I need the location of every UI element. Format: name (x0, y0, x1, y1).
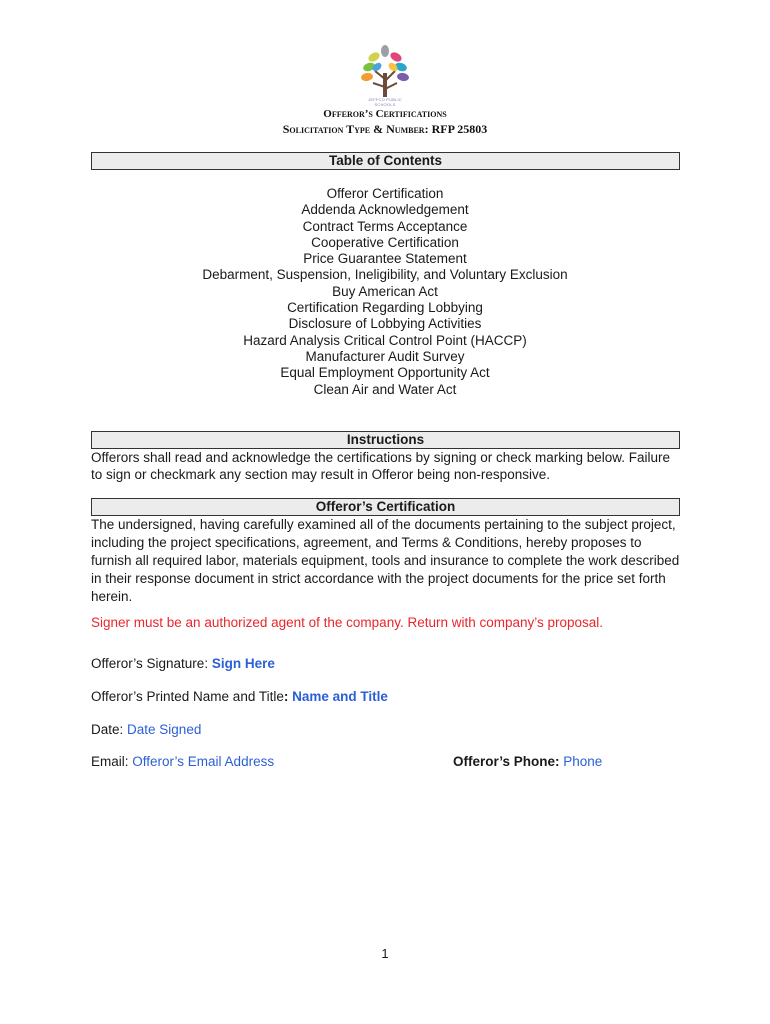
date-field[interactable]: Date Signed (127, 722, 202, 737)
toc-item: Equal Employment Opportunity Act (280, 365, 490, 381)
document-title: Offeror’s Certifications (323, 108, 447, 120)
toc-item: Buy American Act (332, 283, 438, 299)
name-title-field[interactable]: Name and Title (292, 689, 388, 704)
date-row (91, 722, 201, 737)
email-label: Email: (91, 754, 133, 769)
solicitation-number: RFP 25803 (431, 122, 488, 136)
toc-list (0, 186, 770, 398)
toc-item: Offeror Certification (326, 186, 444, 201)
solicitation-line (0, 122, 770, 137)
toc-item: Hazard Analysis Critical Control Point (HACCP) (243, 332, 527, 348)
toc-item: Certification Regarding Lobbying (287, 300, 483, 316)
toc-heading-box: Table of Contents (91, 152, 680, 170)
toc-item: Addenda Acknowledgement (301, 202, 469, 218)
toc-item: Disclosure of Lobbying Activities (288, 316, 482, 332)
signature-row (91, 656, 275, 671)
toc-item: Cooperative Certification (311, 234, 459, 250)
email-row (91, 754, 274, 769)
toc-item: Debarment, Suspension, Ineligibility, and Voluntary Exclusion (202, 267, 568, 283)
name-title-label: Offeror’s Printed Name and Title (91, 689, 284, 704)
signature-field[interactable]: Sign Here (211, 656, 275, 671)
phone-row (453, 754, 602, 769)
email-field[interactable]: Offeror’s Email Address (132, 754, 275, 769)
toc-item: Price Guarantee Statement (303, 251, 467, 267)
phone-label: Offeror’s Phone: (453, 754, 564, 769)
phone-field[interactable]: Phone (563, 754, 603, 769)
toc-item: Clean Air and Water Act (313, 381, 457, 397)
instructions-heading-box: Instructions (91, 431, 680, 449)
instructions-text: Offerors shall read and acknowledge the certifications by signing or check marking below. Failure to sign or checkmark any section may result in Offeror being non-responsive. (91, 450, 671, 482)
logo-caption: JEFFCO PUBLIC SCHOOLS (368, 97, 402, 107)
certification-heading-box: Offeror’s Certification (91, 498, 680, 516)
certification-text: The undersigned, having carefully examined all of the documents pertaining to the subject project, including the project specifications, agreement, and Terms & Conditions, hereby proposes to furnish all required labor, materials equipment, tools and insurance to complete the work described in their response document in strict accordance with the project documents for the price set forth herein. (91, 517, 680, 604)
date-label: Date: (91, 722, 128, 737)
school-logo (357, 43, 413, 105)
name-title-colon: : (283, 689, 293, 704)
signer-warning: Signer must be an authorized agent of the company. Return with company’s proposal. (91, 615, 604, 630)
toc-item: Manufacturer Audit Survey (305, 348, 465, 364)
solicitation-label: Solicitation Type & Number: (282, 122, 429, 136)
toc-item: Contract Terms Acceptance (302, 218, 468, 234)
page-number: 1 (381, 946, 389, 961)
signature-label: Offeror’s Signature: (91, 656, 212, 671)
name-title-row (91, 689, 388, 704)
